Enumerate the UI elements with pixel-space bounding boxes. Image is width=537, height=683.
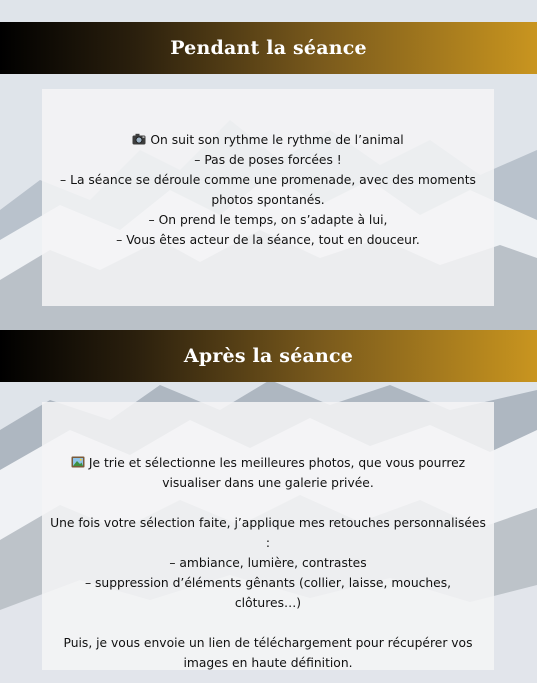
card-line: – Vous êtes acteur de la séance, tout en douceur. <box>116 233 420 247</box>
section-banner-after <box>0 330 537 382</box>
card-line: – On prend le temps, on s’adapte à lui, <box>148 213 388 227</box>
card-after-session <box>42 402 494 670</box>
section-banner-during <box>0 22 537 74</box>
card-paragraph: Je trie et sélectionne les meilleures photos, que vous pourrez visualiser dans une galerie privée. <box>50 453 486 493</box>
card-line: – ambiance, lumière, contrastes <box>169 556 367 570</box>
card-line: Une fois votre sélection faite, j’applique mes retouches personnalisées : <box>50 516 486 550</box>
card-line: – suppression d’éléments gênants (collier, laisse, mouches, clôtures…) <box>84 576 452 610</box>
framed-picture-icon <box>71 456 85 468</box>
card-line: – Pas de poses forcées ! <box>194 153 342 167</box>
card-paragraph: Puis, je vous envoie un lien de téléchargement pour récupérer vos images en haute définition. <box>63 636 473 670</box>
section-title-during: Pendant la séance <box>170 37 367 59</box>
card-line: On suit son rythme le rythme de l’animal <box>52 130 484 150</box>
camera-icon <box>132 133 146 145</box>
section-title-after: Après la séance <box>183 345 354 367</box>
card-during-session <box>42 89 494 306</box>
card-line: – La séance se déroule comme une promenade, avec des moments photos spontanés. <box>60 173 476 207</box>
